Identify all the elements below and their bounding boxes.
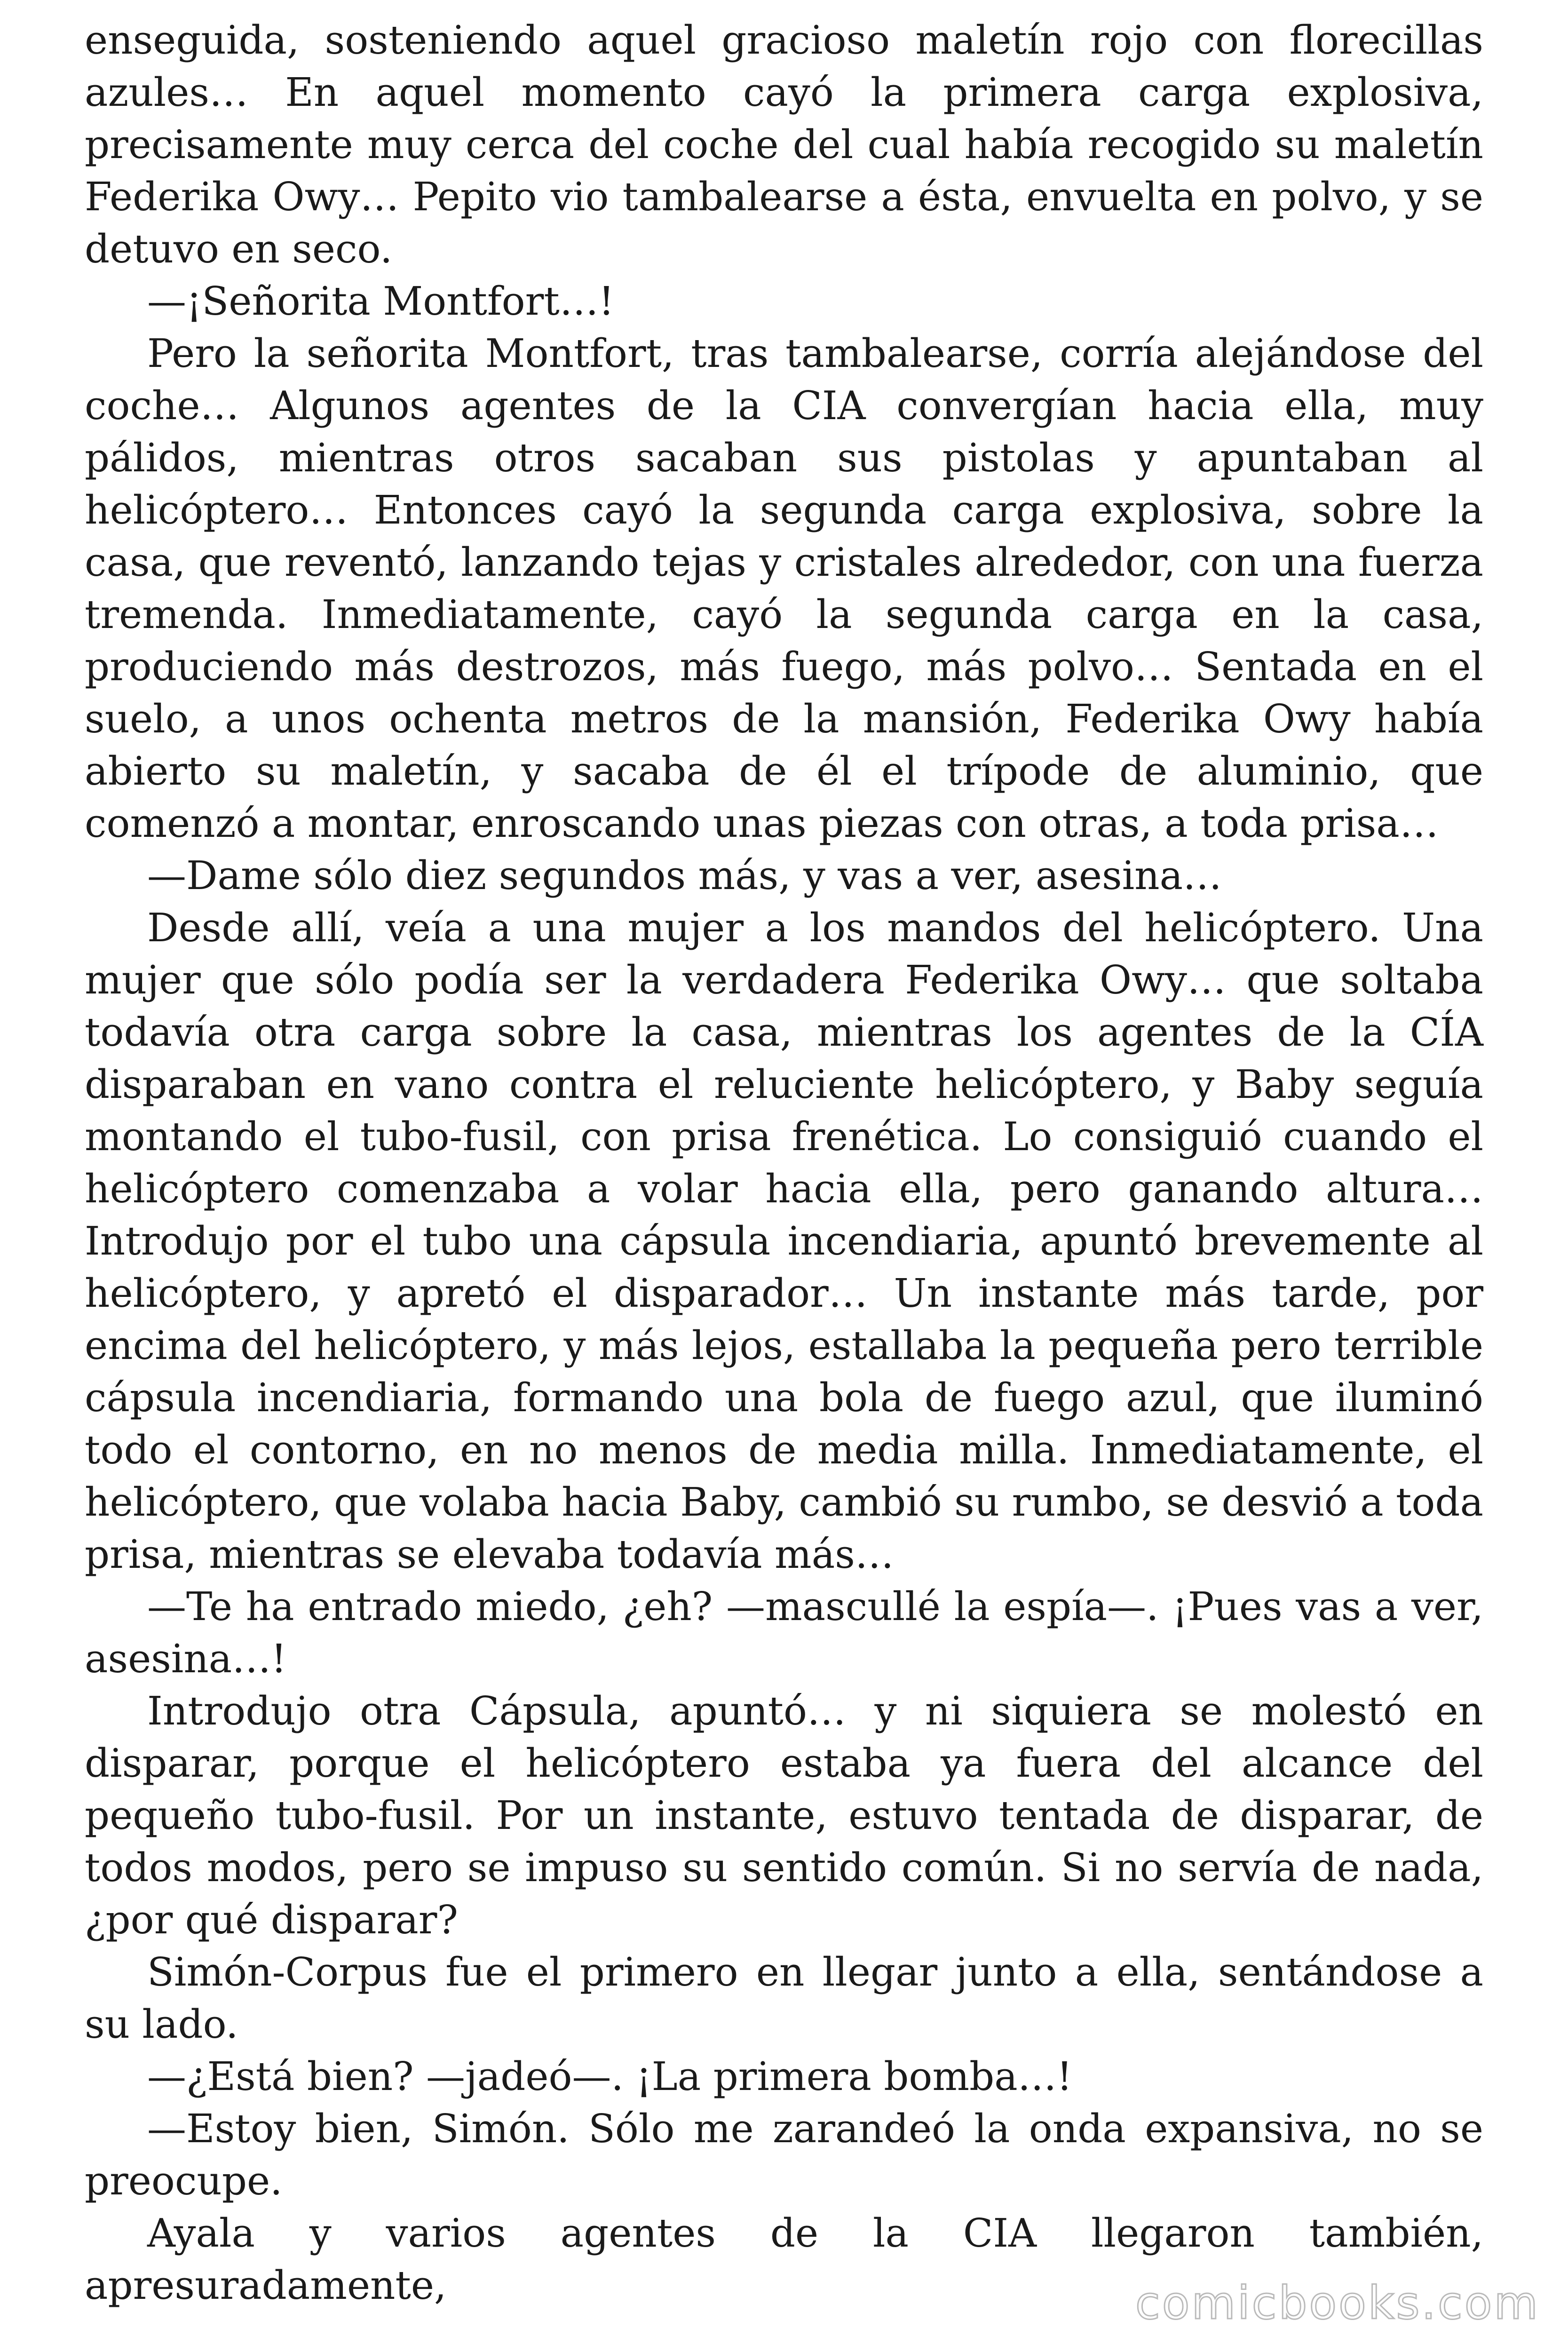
paragraph: —Dame sólo diez segundos más, y vas a ver, asesina… bbox=[147, 853, 1222, 898]
paragraph: enseguida, sosteniendo aquel gracioso maletín rojo con florecillas azules… En aquel momento cayó la primera carga explosiva, precisamente muy cerca del coche del cual había recogido su maletín Federika Owy… Pepito vio tambalearse a ésta, envuelta en polvo, y se detuvo en seco. bbox=[85, 17, 1483, 272]
paragraph: —¡Señorita Montfort…! bbox=[147, 278, 615, 324]
paragraph: —Te ha entrado miedo, ¿eh? —mascullé la espía—. ¡Pues vas a ver, asesina…! bbox=[85, 1584, 1483, 1682]
watermark-logo: comicbooks.com bbox=[1135, 2277, 1540, 2329]
book-page-text bbox=[85, 14, 1483, 2312]
paragraph: Introdujo otra Cápsula, apuntó… y ni siquiera se molestó en disparar, porque el helicóptero estaba ya fuera del alcance del pequeño tubo-fusil. Por un instante, estuvo tentada de disparar, de todos modos, pero se impuso su sentido común. Si no servía de nada, ¿por qué disparar? bbox=[85, 1688, 1483, 1943]
paragraph: —¿Está bien? —jadeó—. ¡La primera bomba…! bbox=[147, 2054, 1073, 2099]
paragraph: Desde allí, veía a una mujer a los mandos del helicóptero. Una mujer que sólo podía ser la verdadera Federika Owy… que soltaba todavía otra carga sobre la casa, mientras los agentes de la CÍA disparaban en vano contra el reluciente helicóptero, y Baby seguía montando el tubo-fusil, con prisa frenética. Lo consiguió cuando el helicóptero comenzaba a volar hacia ella, pero ganando altura… Introdujo por el tubo una cápsula incendiaria, apuntó brevemente al helicóptero, y apretó el disparador… Un instante más tarde, por encima del helicóptero, y más lejos, estallaba la pequeña pero terrible cápsula incendiaria, formando una bola de fuego azul, que iluminó todo el contorno, en no menos de media milla. Inmediatamente, el helicóptero, que volaba hacia Baby, cambió su rumbo, se desvió a toda prisa, mientras se elevaba todavía más… bbox=[85, 905, 1483, 1577]
paragraph: Ayala y varios agentes de la CIA llegaron también, apresuradamente, bbox=[85, 2210, 1483, 2308]
paragraph: Simón-Corpus fue el primero en llegar junto a ella, sentándose a su lado. bbox=[85, 1949, 1483, 2047]
paragraph: Pero la señorita Montfort, tras tambalearse, corría alejándose del coche… Algunos agentes de la CIA convergían hacia ella, muy pálidos, mientras otros sacaban sus pistolas y apuntaban al helicóptero… Entonces cayó la segunda carga explosiva, sobre la casa, que reventó, lanzando tejas y cristales alrededor, con una fuerza tremenda. Inmediatamente, cayó la segunda carga en la casa, produciendo más destrozos, más fuego, más polvo… Sentada en el suelo, a unos ochenta metros de la mansión, Federika Owy había abierto su maletín, y sacaba de él el trípode de aluminio, que comenzó a montar, enroscando unas piezas con otras, a toda prisa… bbox=[85, 331, 1483, 846]
paragraph: —Estoy bien, Simón. Sólo me zarandeó la onda expansiva, no se preocupe. bbox=[85, 2106, 1483, 2204]
